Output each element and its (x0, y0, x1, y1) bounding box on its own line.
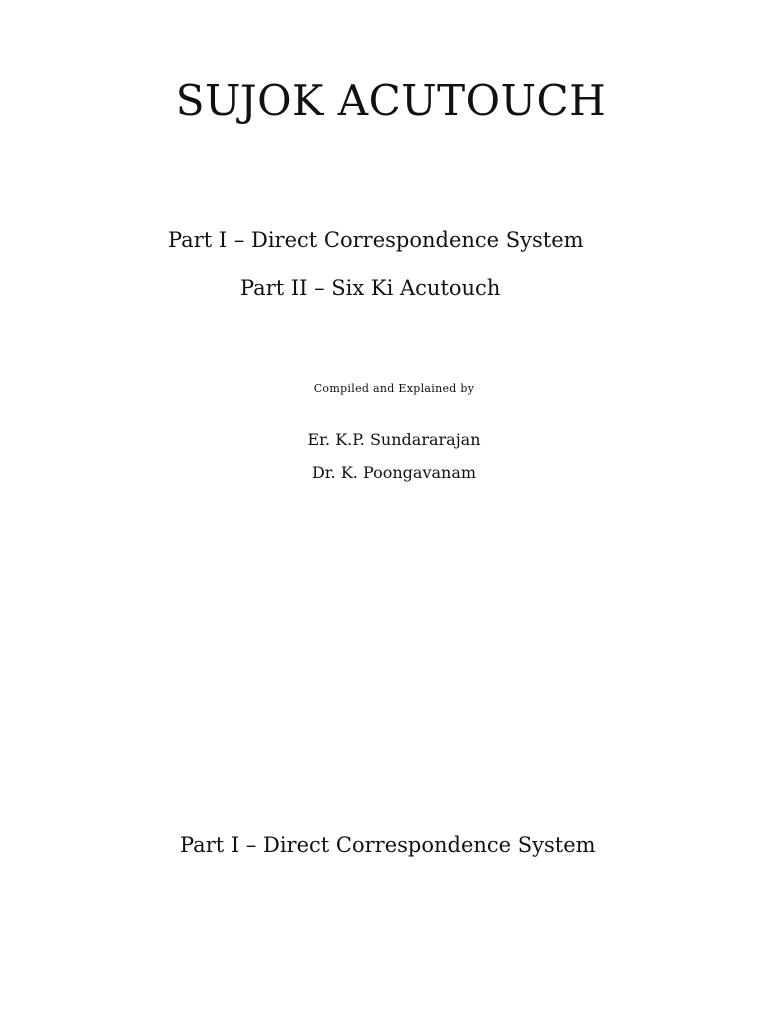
compiled-by-label: Compiled and Explained by (313, 382, 475, 395)
author-name: Dr. K. Poongavanam (311, 463, 477, 482)
author-name: Er. K.P. Sundararajan (307, 430, 481, 449)
part-two-subtitle: Part II – Six Ki Acutouch (240, 276, 501, 300)
book-title: SUJOK ACUTOUCH (175, 76, 607, 125)
part-one-subtitle: Part I – Direct Correspondence System (168, 228, 584, 252)
section-heading: Part I – Direct Correspondence System (180, 833, 596, 857)
